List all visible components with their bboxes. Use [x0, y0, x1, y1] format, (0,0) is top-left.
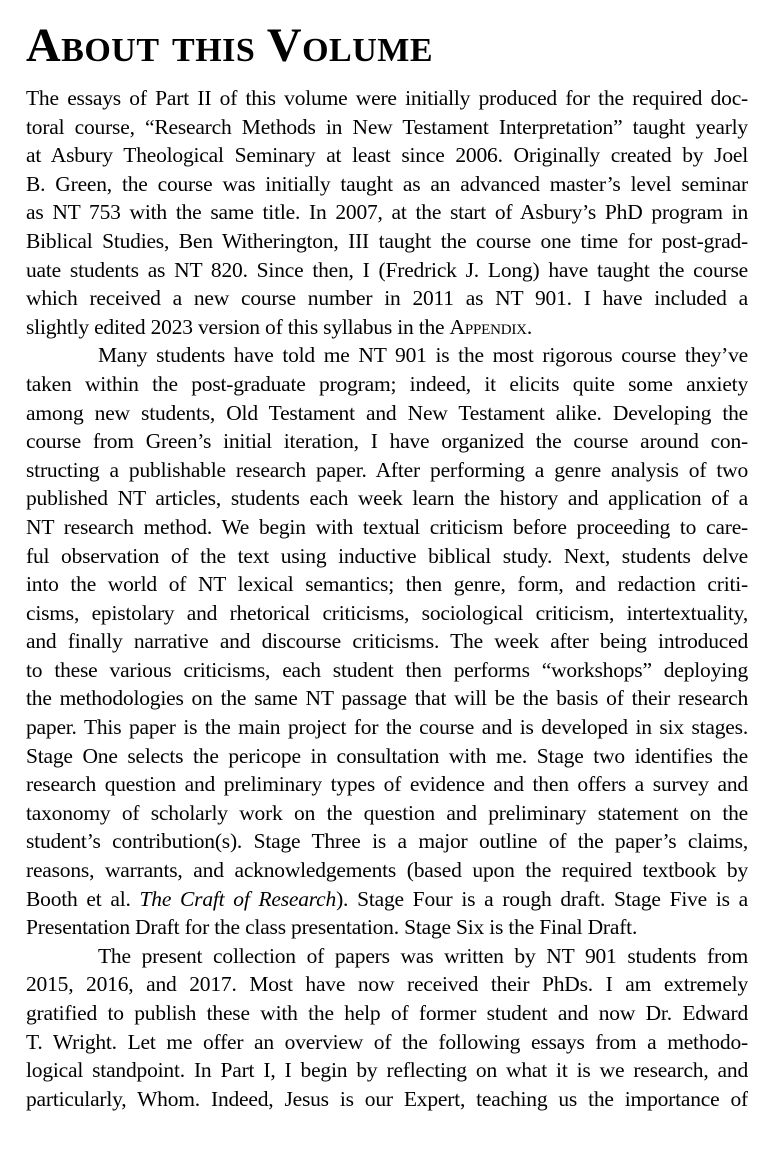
text-line: NT research method. We begin with textual criticism before proceeding to care- [26, 514, 748, 539]
text-line: Presentation Draft for the class presentation. Stage Six is the Final Draft. [26, 915, 638, 940]
text-line: research question and preliminary types of evidence and then offers a survey and [26, 772, 748, 797]
text-line: taken within the post-graduate program; indeed, it elicits quite some anxiety [26, 371, 748, 396]
text-line: gratified to publish these with the help of former student and now Dr. Edward [26, 1001, 748, 1025]
text-line: logical standpoint. In Part I, I begin by reflecting on what it is we research, and [26, 1058, 748, 1083]
text-line: paper. This paper is the main project for the course and is developed in six stages. [26, 715, 748, 740]
text-line: B. Green, the course was initially taught as an advanced master’s level seminar [26, 171, 748, 196]
text-line: student’s contribution(s). Stage Three is a major outline of the paper’s claims, [26, 829, 748, 854]
text-line: Many students have told me NT 901 is the most rigorous course they’ve [98, 343, 748, 368]
body-text [26, 84, 748, 1113]
text-line: course from Green’s initial iteration, I have organized the course around con- [26, 429, 748, 454]
text-line: as NT 753 with the same title. In 2007, at the start of Asbury’s PhD program in [26, 200, 748, 225]
text-line: taxonomy of scholarly work on the question and preliminary statement on the [26, 800, 748, 825]
page-title: About this Volume [26, 19, 434, 72]
text-line: Stage One selects the pericope in consultation with me. Stage two identifies the [26, 743, 748, 768]
text-line: uate students as NT 820. Since then, I (Fredrick J. Long) have taught the course [26, 257, 748, 282]
text-line: slightly edited 2023 version of this syllabus in the Appendix. [26, 314, 533, 339]
text-line: The present collection of papers was written by NT 901 students from [98, 943, 748, 968]
text-line: toral course, “Research Methods in New Testament Interpretation” taught yearly [26, 114, 748, 139]
paragraph [26, 942, 748, 1114]
italic-text: The Craft of Research [139, 886, 337, 911]
text-line: Booth et al. The Craft of Research). Stage Four is a rough draft. Stage Five is a [26, 886, 748, 911]
text-line: Biblical Studies, Ben Witherington, III taught the course one time for post-grad- [26, 228, 748, 253]
text-line: particularly, Whom. Indeed, Jesus is our Expert, teaching us the importance of [26, 1086, 748, 1111]
text-line: and finally narrative and discourse criticisms. The week after being introduced [26, 629, 748, 654]
text-line: 2015, 2016, and 2017. Most have now received their PhDs. I am extremely [26, 972, 748, 997]
text-line: published NT articles, students each week learn the history and application of a [26, 486, 748, 511]
smallcaps-text: Appendix [449, 314, 527, 339]
text-line: cisms, epistolary and rhetorical criticisms, sociological criticism, intertextuality, [26, 600, 748, 625]
text-line: the methodologies on the same NT passage that will be the basis of their research [26, 686, 748, 711]
text-line: structing a publishable research paper. After performing a genre analysis of two [26, 457, 748, 482]
paragraph [26, 341, 748, 941]
text-line: to these various criticisms, each student then performs “workshops” deploying [26, 657, 748, 682]
text-line: among new students, Old Testament and New Testament alike. Developing the [26, 400, 748, 425]
text-line: ful observation of the text using inductive biblical study. Next, students delve [26, 543, 748, 568]
text-line: which received a new course number in 2011 as NT 901. I have included a [26, 286, 748, 311]
text-line: at Asbury Theological Seminary at least since 2006. Originally created by Joel [26, 143, 748, 168]
text-line: reasons, warrants, and acknowledgements (based upon the required textbook by [26, 858, 748, 883]
text-line: T. Wright. Let me offer an overview of the following essays from a methodo- [26, 1029, 748, 1054]
paragraph [26, 84, 748, 341]
text-line: into the world of NT lexical semantics; then genre, form, and redaction criti- [26, 572, 748, 597]
text-line: The essays of Part II of this volume were initially produced for the required doc- [26, 86, 748, 110]
